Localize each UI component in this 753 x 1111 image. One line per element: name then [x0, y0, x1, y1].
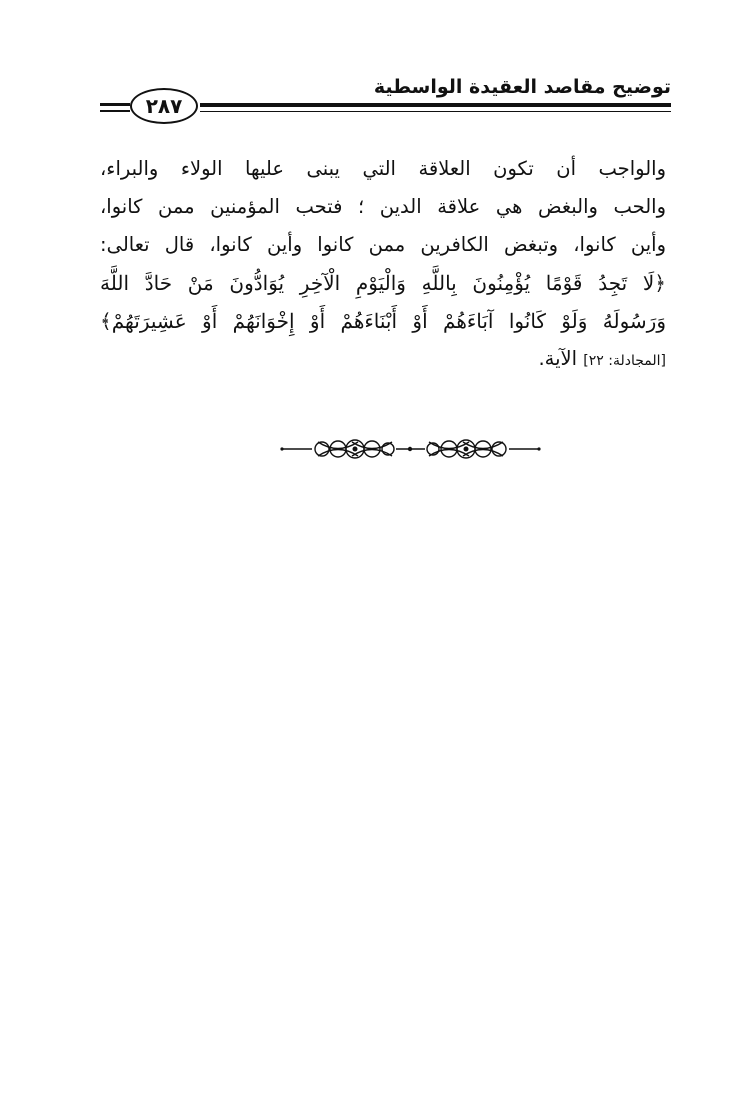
body-line-2: والحب والبغض هي علاقة الدين ؛ فتحب المؤمنين ممن كانوا، [100, 195, 666, 218]
body-text [100, 150, 666, 378]
body-line-3: وأين كانوا، وتبغض الكافرين ممن كانوا وأين كانوا، قال تعالى: [100, 233, 666, 256]
verse-citation: [المجادلة: ٢٢] [583, 353, 666, 369]
quran-verse-line-1: ﴿لَا تَجِدُ قَوْمًا يُؤْمِنُونَ بِاللَّهِ وَالْيَوْمِ الْآخِرِ يُوَادُّونَ مَنْ حَادَّ اللَّهَ [100, 271, 666, 295]
citation-line [100, 340, 666, 378]
page-number-oval [130, 88, 198, 124]
page-number: ٢٨٧ [145, 94, 183, 118]
header-rule-left-bottom [100, 110, 130, 112]
ornament-divider-icon [278, 437, 543, 461]
body-line-1: والواجب أن تكون العلاقة التي يبنى عليها الولاء والبراء، [100, 157, 666, 180]
header-rule-left-top [100, 103, 130, 106]
header-rule-thin [200, 111, 671, 112]
closing-text: الآية. [538, 347, 578, 370]
running-title: توضيح مقاصد العقيدة الواسطية [373, 76, 671, 98]
header-rule-thick [200, 103, 671, 107]
quran-verse-line-2: وَرَسُولَهُ وَلَوْ كَانُوا آبَاءَهُمْ أَوْ أَبْنَاءَهُمْ أَوْ إِخْوَانَهُمْ أَوْ عَشِيرَتَهُمْ﴾ [100, 309, 666, 333]
